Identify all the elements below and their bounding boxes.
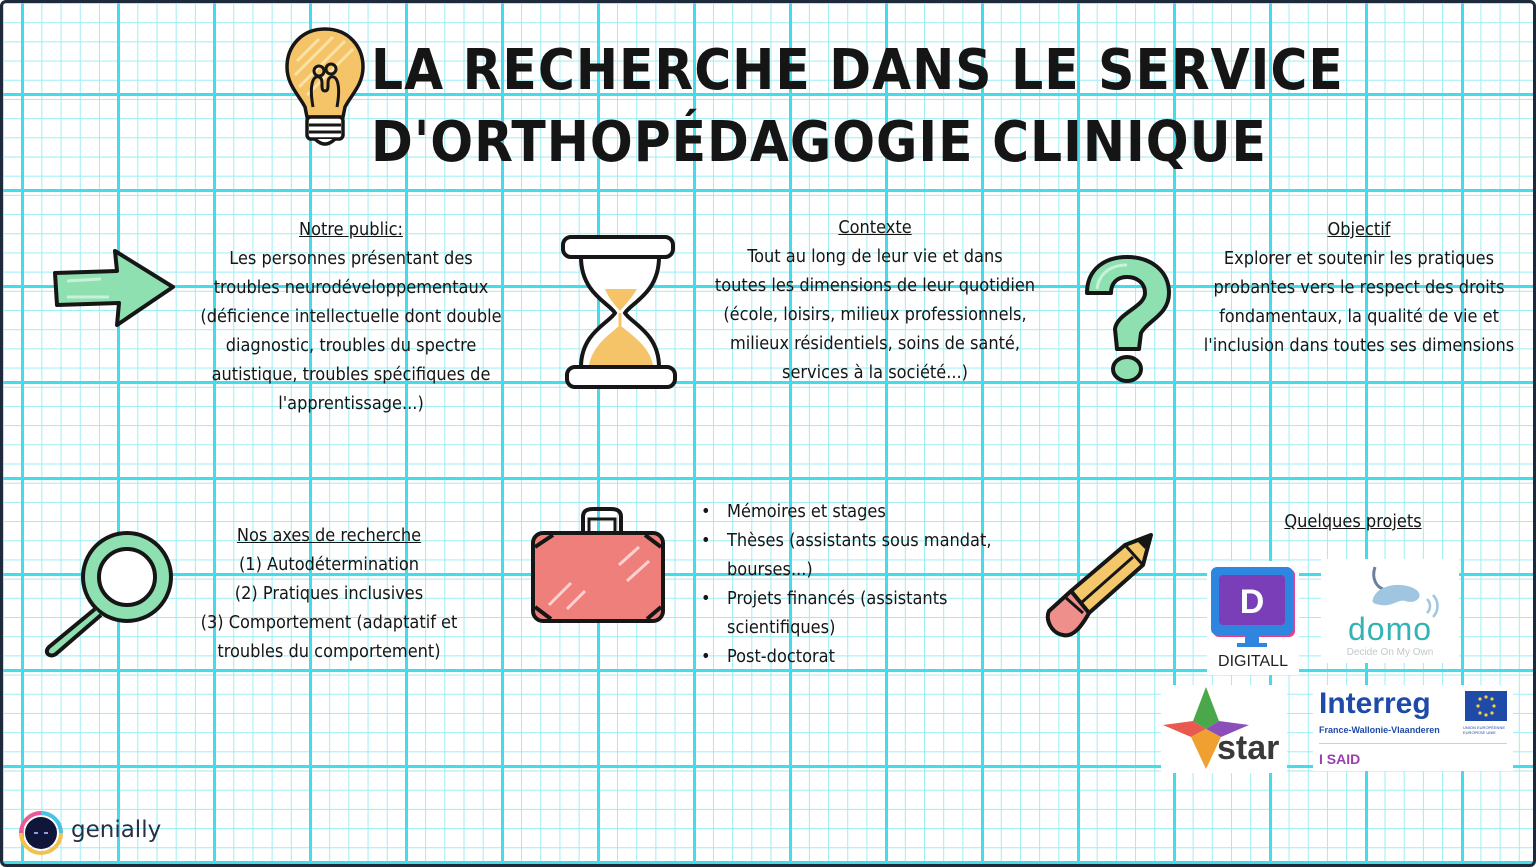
list-item xyxy=(697,642,1027,671)
objective-heading: Objectif xyxy=(1327,219,1391,240)
interreg-project: I SAID xyxy=(1319,751,1361,767)
digitall-label: DIGITALL xyxy=(1218,653,1288,670)
star-logo[interactable] xyxy=(1161,685,1287,773)
public-line: (déficience intellectuelle dont double xyxy=(200,306,502,327)
arrow-right-icon xyxy=(51,245,179,333)
activity-line: Thèses (assistants sous mandat, xyxy=(727,530,992,551)
context-line: toutes les dimensions de leur quotidien xyxy=(714,275,1036,296)
lightbulb-icon xyxy=(283,25,367,151)
public-heading: Notre public: xyxy=(299,219,403,240)
axes-heading: Nos axes de recherche xyxy=(236,525,422,546)
activity-line: scientifiques) xyxy=(727,617,836,638)
activity-line: Mémoires et stages xyxy=(727,501,886,522)
interreg-region: France-Wallonie-Vlaanderen xyxy=(1319,725,1440,735)
objective-line: fondamentaux, la qualité de vie et xyxy=(1219,306,1499,327)
axes-line: troubles du comportement) xyxy=(217,641,441,662)
interreg-divider xyxy=(1319,743,1507,744)
digitall-logo[interactable] xyxy=(1207,561,1299,675)
activity-line: bourses...) xyxy=(727,559,813,580)
interreg-logo[interactable] xyxy=(1313,685,1513,771)
objective-line: probantes vers le respect des droits xyxy=(1213,277,1505,298)
axes-line: (3) Comportement (adaptatif et xyxy=(200,612,458,633)
activity-line: Projets financés (assistants xyxy=(727,588,948,609)
public-line: diagnostic, troubles du spectre xyxy=(225,335,477,356)
public-block xyxy=(181,215,521,418)
domo-logo[interactable] xyxy=(1321,559,1459,663)
list-item xyxy=(697,526,1027,584)
list-item xyxy=(697,584,1027,642)
domo-tagline: Decide On My Own xyxy=(1346,647,1434,658)
interreg-name: Interreg xyxy=(1319,687,1431,720)
hourglass-icon xyxy=(559,233,679,393)
objective-line: l'inclusion dans toutes ses dimensions xyxy=(1203,335,1515,356)
public-line: autistique, troubles spécifiques de xyxy=(211,364,491,385)
page-title-line-1: LA RECHERCHE DANS LE SERVICE xyxy=(371,38,1344,103)
genially-logo-icon[interactable] xyxy=(19,811,63,855)
context-block xyxy=(695,213,1055,387)
context-line: (école, loisirs, milieux professionnels, xyxy=(723,304,1027,325)
eu-label: UNION EUROPÉENNE EUROPESE UNIE xyxy=(1463,725,1506,735)
genially-brand-name[interactable]: genially xyxy=(71,817,162,843)
public-line: l'apprentissage...) xyxy=(278,393,424,414)
digitall-letter: D xyxy=(1239,583,1265,621)
objective-line: Explorer et soutenir les pratiques xyxy=(1223,248,1495,269)
context-line: services à la société...) xyxy=(782,362,968,383)
eu-flag-icon xyxy=(1465,691,1507,721)
star-name: star xyxy=(1217,729,1280,767)
context-line: Tout au long de leur vie et dans xyxy=(747,246,1003,267)
suitcase-icon xyxy=(527,505,669,627)
axes-line: (2) Pratiques inclusives xyxy=(234,583,424,604)
objective-block xyxy=(1183,215,1535,360)
context-heading: Contexte xyxy=(838,217,912,238)
public-line: Les personnes présentant des xyxy=(229,248,473,269)
axes-block xyxy=(181,521,477,666)
projects-heading: Quelques projets xyxy=(1284,511,1422,532)
context-line: milieux résidentiels, soins de santé, xyxy=(729,333,1021,354)
public-line: troubles neurodéveloppementaux xyxy=(213,277,489,298)
question-mark-icon xyxy=(1081,253,1173,387)
activity-line: Post-doctorat xyxy=(727,646,835,667)
magnifier-icon xyxy=(37,527,183,659)
pencil-icon xyxy=(1041,527,1165,643)
list-item xyxy=(697,497,1027,526)
domo-name: domo xyxy=(1347,611,1433,647)
activities-list xyxy=(697,497,1027,671)
axes-line: (1) Autodétermination xyxy=(238,554,420,575)
page-title-line-2: D'ORTHOPÉDAGOGIE CLINIQUE xyxy=(371,110,1267,175)
